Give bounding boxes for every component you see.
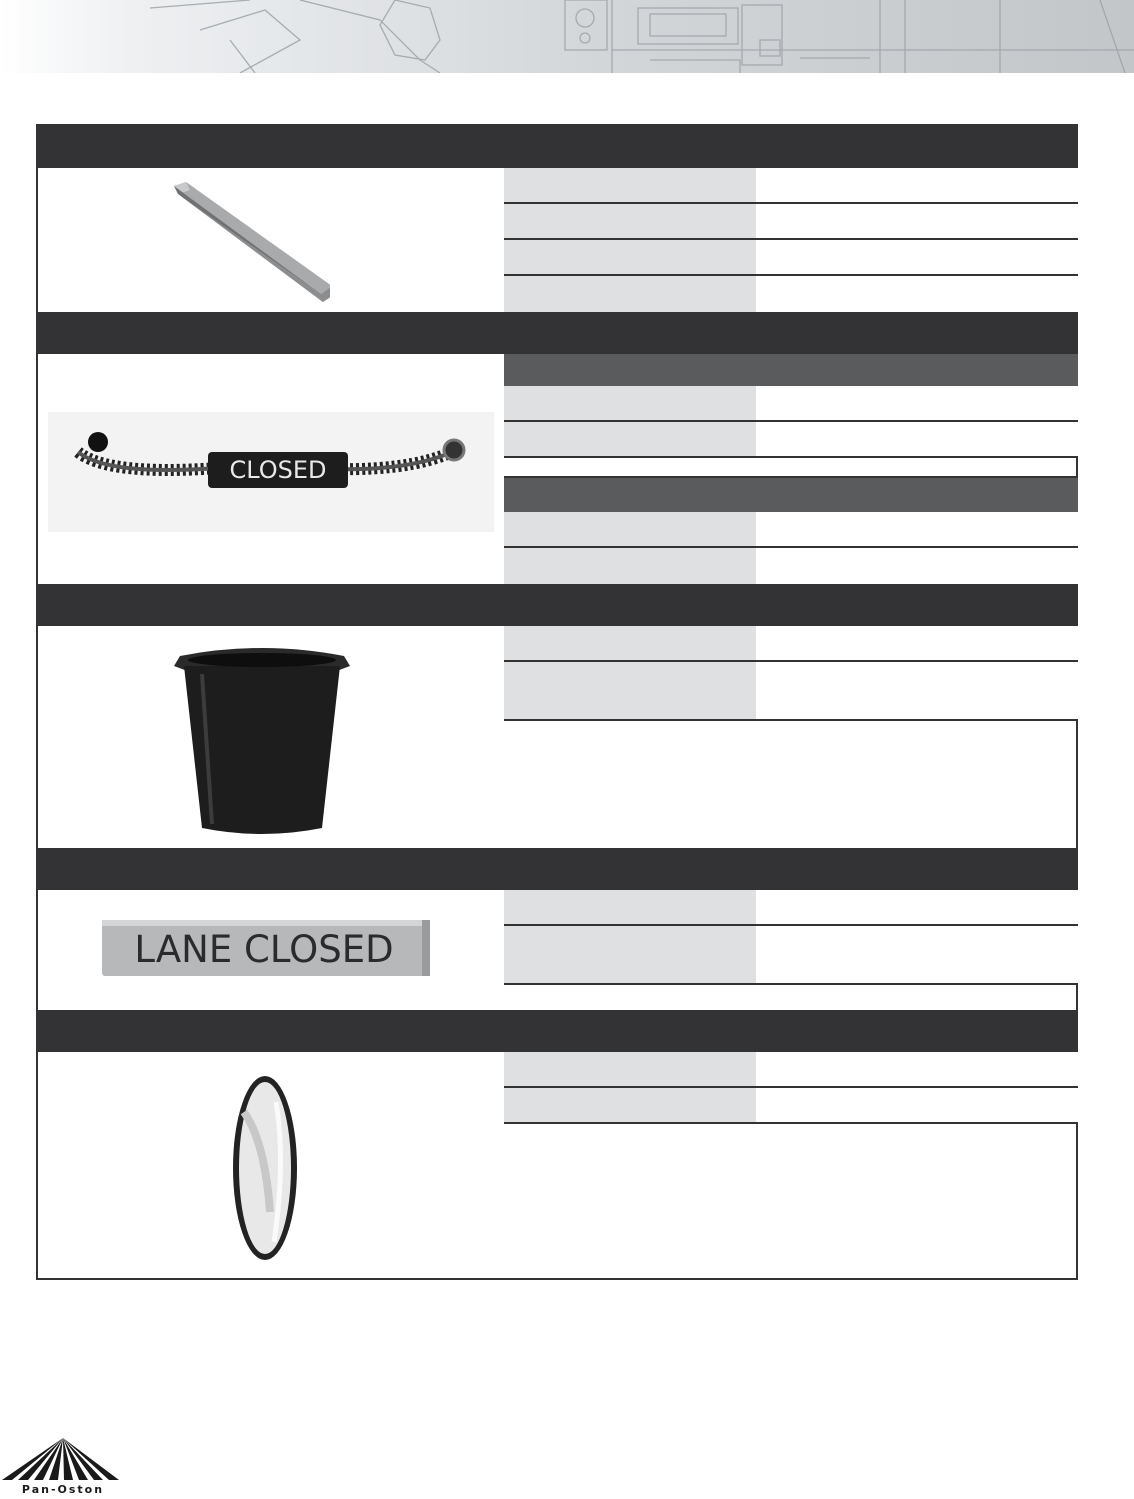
product-image xyxy=(48,412,494,532)
spec-row xyxy=(504,276,1078,312)
spec-row xyxy=(504,386,1078,422)
spec-row xyxy=(504,204,1078,240)
convex-mirror-icon xyxy=(230,1072,300,1264)
header-banner xyxy=(0,0,1134,73)
section-header xyxy=(38,1010,1078,1052)
spec-row xyxy=(504,890,1078,926)
spec-row xyxy=(504,512,1078,548)
subsection-header xyxy=(504,476,1078,514)
section-header xyxy=(38,848,1078,890)
sunburst-logo-icon xyxy=(2,1438,124,1494)
product-image xyxy=(166,178,330,310)
lane-closed-sign-text: LANE CLOSED xyxy=(134,928,394,971)
wastebasket-icon xyxy=(172,644,352,840)
section-header xyxy=(38,126,1078,168)
spec-row xyxy=(504,926,1078,985)
pan-oston-logo xyxy=(2,1438,124,1494)
spec-row xyxy=(504,548,1078,584)
product-image xyxy=(172,644,352,840)
product-catalog-table xyxy=(36,124,1078,1280)
lane-closed-sign-icon xyxy=(100,918,432,978)
cabinet-bar-icon xyxy=(166,178,330,310)
spec-row xyxy=(504,1052,1078,1088)
product-image xyxy=(230,1072,300,1264)
logo-text: Pan-Oston xyxy=(21,1483,105,1494)
spec-row xyxy=(504,1088,1078,1124)
subsection-header xyxy=(504,354,1078,386)
spec-row xyxy=(504,168,1078,204)
chain-sign-text: CLOSED xyxy=(229,456,327,484)
spec-row xyxy=(504,662,1078,721)
spec-row xyxy=(504,422,1078,458)
kiosk-illustration-icon xyxy=(0,0,1134,73)
section-header xyxy=(38,584,1078,626)
section-header xyxy=(38,312,1078,354)
spec-row xyxy=(504,626,1078,662)
closed-chain-icon xyxy=(48,412,494,532)
product-image xyxy=(100,918,432,978)
spec-row xyxy=(504,240,1078,276)
